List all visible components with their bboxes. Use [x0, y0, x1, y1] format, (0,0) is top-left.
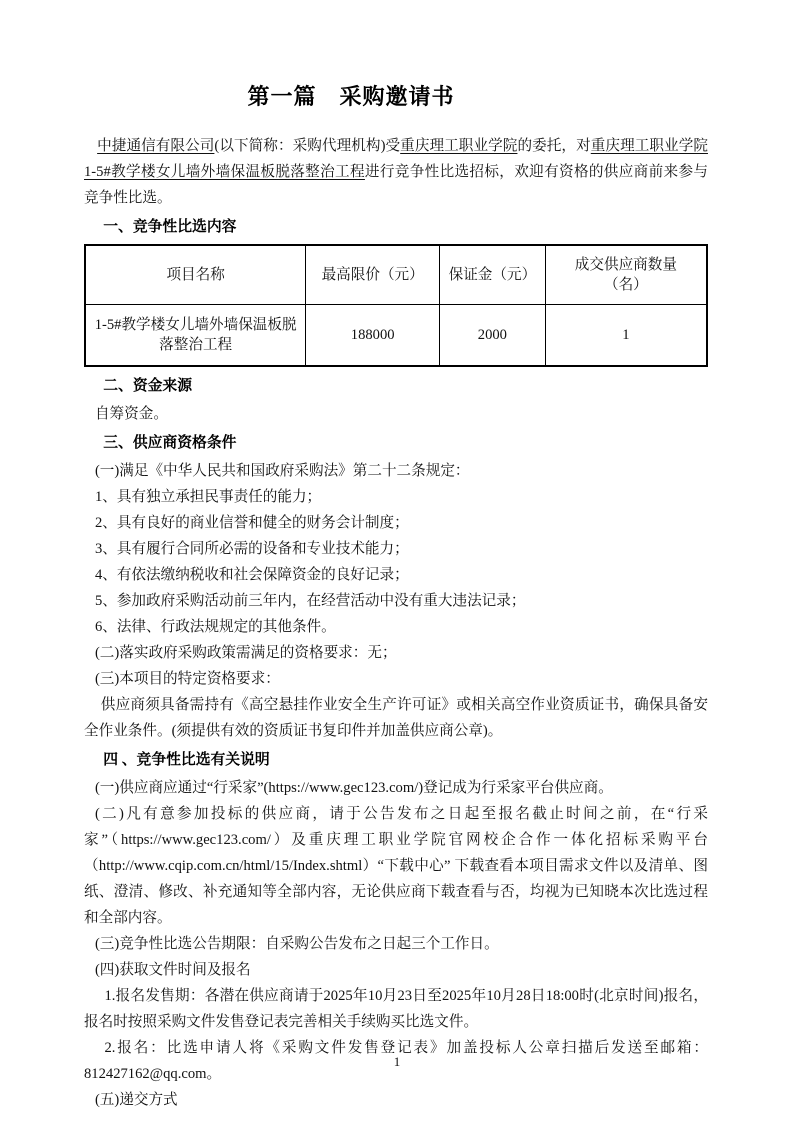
- instruction-item-4: (四)获取文件时间及报名: [94, 962, 251, 978]
- cell-max-price: 188000: [306, 305, 440, 367]
- client-name: 重庆理工职业学院: [400, 138, 518, 154]
- table-header-project-name: 项目名称: [85, 245, 306, 305]
- intro-text-2: 的委托，对: [517, 138, 591, 154]
- instruction-item-1: (一)供应商应通过“行采家”(https://www.gec123.com/)登记成为行采家平台供应商。: [94, 780, 613, 796]
- table-header-deposit: 保证金（元）: [440, 245, 546, 305]
- table-header-max-price: 最高限价（元）: [306, 245, 440, 305]
- section-heading-instructions: 四 、竞争性比选有关说明: [103, 752, 270, 768]
- intro-text-1: (以下简称：采购代理机构)受: [214, 138, 401, 154]
- qualification-item-1: (一)满足《中华人民共和国政府采购法》第二十二条规定：: [94, 463, 470, 479]
- qualification-item-9: (三)本项目的特定资格要求：: [94, 671, 280, 687]
- section-heading-fund-source: 二、资金来源: [103, 378, 193, 394]
- table-header-row: [85, 245, 707, 305]
- cell-deposit: 2000: [440, 305, 546, 367]
- qualification-item-4: 3、具有履行合同所必需的设备和专业技术能力；: [94, 541, 409, 557]
- intro-paragraph: [84, 133, 708, 211]
- qualification-item-3: 2、具有良好的商业信誉和健全的财务会计制度；: [94, 515, 409, 531]
- page-title: 第一篇 采购邀请书: [247, 84, 455, 109]
- section-heading-bid-content: 一、竞争性比选内容: [103, 219, 237, 235]
- qualification-item-6: 5、参加政府采购活动前三年内，在经营活动中没有重大违法记录；: [94, 593, 526, 609]
- instruction-item-3: (三)竞争性比选公告期限：自采购公告发布之日起三个工作日。: [94, 936, 499, 952]
- table-row: [85, 305, 707, 367]
- qualification-item-7: 6、法律、行政法规规定的其他条件。: [94, 619, 336, 635]
- table-header-supplier-count: 成交供应商数量（名）: [545, 245, 707, 305]
- agency-name: 中捷通信有限公司: [97, 138, 215, 154]
- qualification-item-8: (二)落实政府采购政策需满足的资格要求：无；: [94, 645, 397, 661]
- qualification-item-5: 4、有依法缴纳税收和社会保障资金的良好记录；: [94, 567, 409, 583]
- section-heading-qualification: 三、供应商资格条件: [103, 435, 237, 451]
- qualification-item-2: 1、具有独立承担民事责任的能力；: [94, 489, 322, 505]
- cell-supplier-count: 1: [545, 305, 707, 367]
- intro-text-3: 进行竞争性比选招标，欢迎有资格的供应商前来参与竞争性比选。: [84, 164, 708, 206]
- instruction-item-5: (五)递交方式: [94, 1092, 178, 1108]
- registration-period-text: 1.报名发售期：各潜在供应商请于2025年10月23日至2025年10月28日18:00时(北京时间)报名，报名时按照采购文件发售登记表完善相关手续购买比选文件。: [84, 988, 708, 1030]
- project-name: 重庆理工职业学院1-5#教学楼女儿墙外墙保温板脱落整治工程: [84, 138, 708, 180]
- registration-email-text: 2.报名：比选申请人将《采购文件发售登记表》加盖投标人公章扫描后发送至邮箱：812427162@qq.com。: [84, 1040, 708, 1082]
- page-number: 1: [393, 1054, 401, 1069]
- qualification-special-requirement: 供应商须具备需持有《高空悬挂作业安全生产许可证》或相关高空作业资质证书，确保具备安全作业条件。(须提供有效的资质证书复印件并加盖供应商公章)。: [84, 697, 708, 739]
- bid-content-table: [84, 244, 708, 367]
- cell-project-name: 1-5#教学楼女儿墙外墙保温板脱落整治工程: [85, 305, 306, 367]
- fund-source-text: 自筹资金。: [94, 406, 168, 422]
- instruction-item-2: (二)凡有意参加投标的供应商，请于公告发布之日起至报名截止时间之前，在“行采家”（https://www.gec123.com/）及重庆理工职业学院官网校企合作一体化招标采购平台（http://www.cqip.com.cn/html/15/Index.shtml）“下载中心” 下载查看本项目需求文件以及清单、图纸、澄清、修改、补充通知等全部内容，无论供应商下载查看与否，均视为已知晓本次比选过程和全部内容。: [84, 806, 708, 926]
